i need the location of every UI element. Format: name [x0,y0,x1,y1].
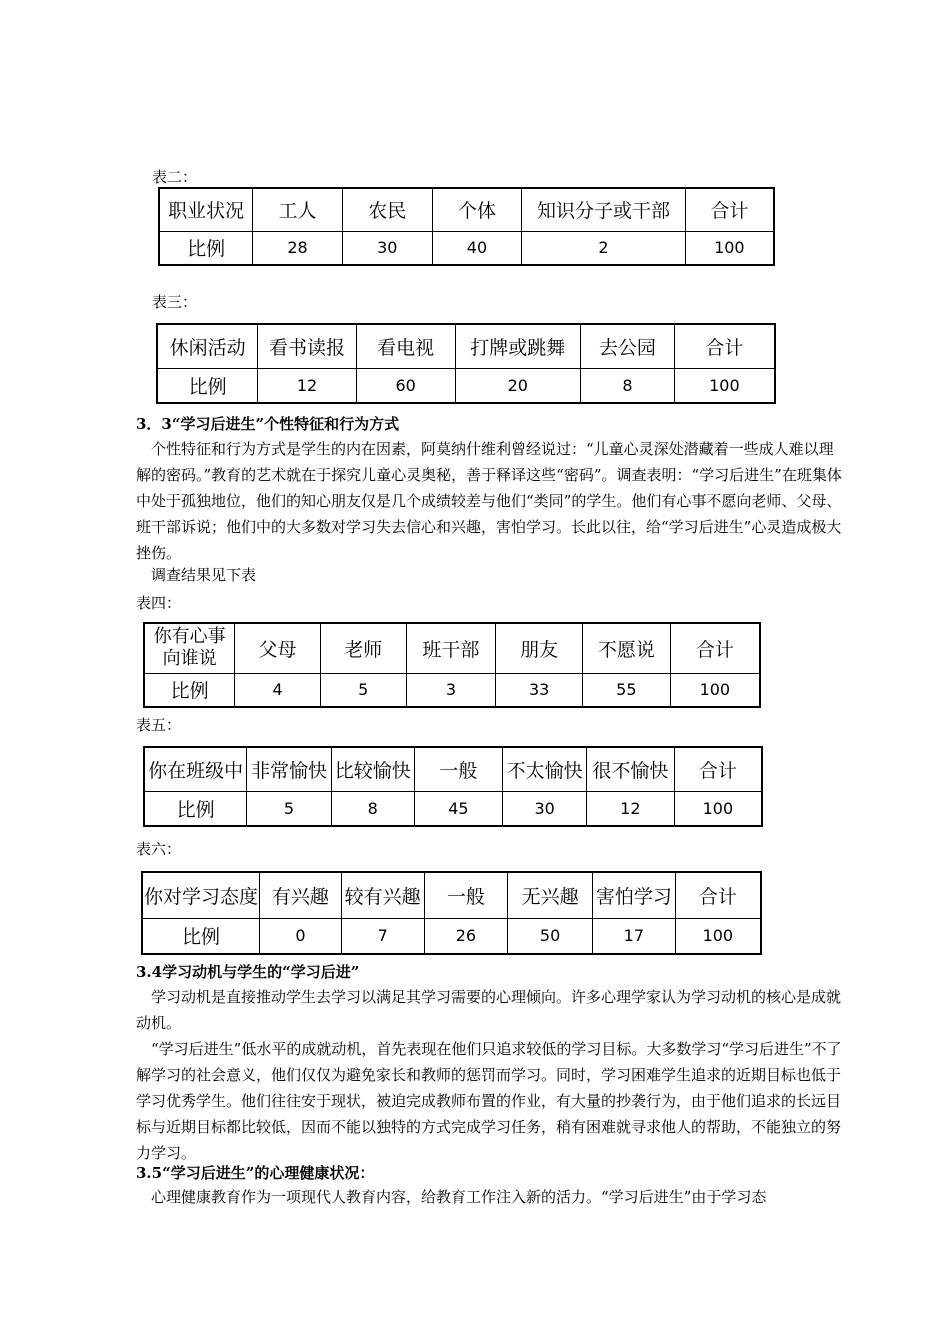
results-note: 调查结果见下表 [136,566,257,584]
table-cell: 100 [674,368,775,403]
table-cell: 2 [522,231,685,265]
section-3-4-paragraph-2: “学习后进生”低水平的成就动机，首先表现在他们只追求较低的学习目标。大多数学习“学习后进生”不了解学习的社会意义，他们仅仅为避免家长和教师的惩罚而学习。同时，学习困难学生追求的近期目标也低于学习优秀学生。他们往往安于现状，被迫完成教师布置的作业，有大量的抄袭行为，由于他们追求的长远目标与近期目标都比较低，因而不能以独特的方式完成学习任务，稍有困难就寻求他人的帮助，不能独立的努力学习。 [136,1040,842,1162]
table-cell: 0 [260,918,342,954]
table-row-label: 比例 [157,368,258,403]
table-cell: 20 [455,368,581,403]
table-cell: 100 [675,918,761,954]
table-header-cell: 较有兴趣 [341,872,424,918]
table-header-cell: 合计 [675,872,761,918]
table-cell: 8 [331,791,414,826]
table-cell: 40 [432,231,522,265]
table-row-label: 比例 [159,231,253,265]
table-row-label: 比例 [144,673,235,707]
occupation-table [158,187,775,266]
table-header-cell: 合计 [674,324,775,368]
table-header-cell: 知识分子或干部 [522,188,685,231]
table-header-cell: 班干部 [406,623,496,673]
table-cell: 5 [320,673,406,707]
table4-caption: 表四： [136,594,182,612]
section-3-5-paragraph: 心理健康教育作为一项现代人教育内容，给教育工作注入新的活力。“学习后进生”由于学习态 [136,1188,767,1206]
table-header-cell: 不愿说 [582,623,670,673]
table-header-cell: 有兴趣 [260,872,342,918]
table-header-cell: 看电视 [356,324,455,368]
table-header-cell: 害怕学习 [592,872,675,918]
table-header-cell: 职业状况 [159,188,253,231]
table-header-cell: 无兴趣 [508,872,593,918]
table-header-cell: 一般 [424,872,508,918]
section-3-3-paragraph: 个性特征和行为方式是学生的内在因素，阿莫纳什维利曾经说过：“儿童心灵深处潜藏着一些成人难以理解的密码。”教育的艺术就在于探究儿童心灵奥秘，善于释译这些“密码”。调查表明：“学习后进生”在班集体中处于孤独地位，他们的知心朋友仅是几个成绩较差与他们“类同”的学生。他们有心事不愿向老师、父母、班干部诉说；他们中的大多数对学习失去信心和兴趣，害怕学习。长此以往，给“学习后进生”心灵造成极大挫伤。 [136,440,842,562]
table-header-cell: 不太愉快 [503,747,587,791]
class-mood-table [143,746,763,827]
section-heading-3-5: 3.5“学习后进生”的心理健康状况： [136,1164,375,1182]
table-cell: 33 [496,673,583,707]
table-header-cell: 比较愉快 [331,747,414,791]
table-cell: 5 [247,791,332,826]
table-header-cell: 老师 [320,623,406,673]
table-cell: 100 [674,791,762,826]
table-header-cell: 工人 [253,188,343,231]
table-cell: 45 [414,791,503,826]
table-header-cell: 合计 [674,747,762,791]
table-cell: 8 [581,368,675,403]
table-header-cell: 很不愉快 [587,747,675,791]
table-header-cell: 合计 [670,623,760,673]
table-cell: 4 [235,673,321,707]
table-cell: 50 [508,918,593,954]
table-header-cell: 去公园 [581,324,675,368]
section-heading-3-3: 3．3“学习后进生”个性特征和行为方式 [136,415,400,433]
leisure-table [156,323,776,404]
table3-caption: 表三： [152,293,198,311]
table-cell: 60 [356,368,455,403]
table2-caption: 表二： [152,168,198,186]
table-cell: 100 [685,231,774,265]
table-cell: 17 [592,918,675,954]
table6-caption: 表六： [136,840,182,858]
table-cell: 55 [582,673,670,707]
section-heading-3-4: 3.4学习动机与学生的“学习后进” [136,963,360,981]
table-cell: 3 [406,673,496,707]
table-header-cell: 非常愉快 [247,747,332,791]
table-header-cell: 看书读报 [258,324,357,368]
table-header-cell: 你对学习态度 [142,872,260,918]
section-3-4-paragraph-1: 学习动机是直接推动学生去学习以满足其学习需要的心理倾向。许多心理学家认为学习动机的核心是成就动机。 [136,988,842,1032]
table-cell: 30 [342,231,432,265]
study-attitude-table [141,871,762,955]
table-header-cell: 休闲活动 [157,324,258,368]
table-cell: 12 [587,791,675,826]
table-cell: 26 [424,918,508,954]
table-cell: 100 [670,673,760,707]
table5-caption: 表五： [136,716,182,734]
table-header-cell: 朋友 [496,623,583,673]
table-cell: 12 [258,368,357,403]
table-cell: 28 [253,231,343,265]
table-header-cell: 个体 [432,188,522,231]
table-cell: 7 [341,918,424,954]
table-header-cell: 你有心事向谁说 [144,623,235,673]
table-header-cell: 打牌或跳舞 [455,324,581,368]
table-row-label: 比例 [142,918,260,954]
table-header-cell: 父母 [235,623,321,673]
table-header-cell: 一般 [414,747,503,791]
table-header-cell: 合计 [685,188,774,231]
table-cell: 30 [503,791,587,826]
table-header-cell: 农民 [342,188,432,231]
table-header-cell: 你在班级中 [144,747,247,791]
table-row-label: 比例 [144,791,247,826]
confide-table [143,622,761,708]
